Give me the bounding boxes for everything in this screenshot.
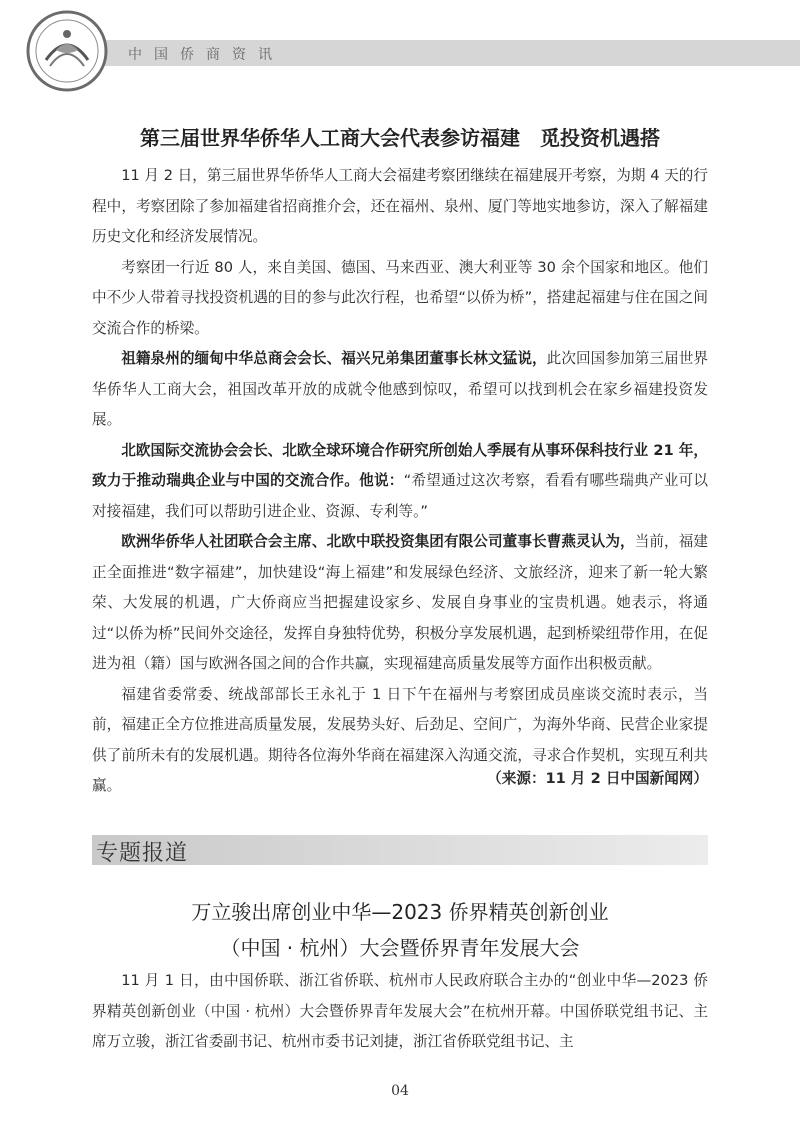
article-title: 第三届世界华侨华人工商大会代表参访福建 觅投资机遇搭 — [140, 126, 660, 150]
paragraph: 考察团一行近 80 人，来自美国、德国、马来西亚、澳大利亚等 30 余个国家和地区。他们中不少人带着寻找投资机遇的目的参与此次行程，也希望“以侨为桥”，搭建起福建与住在国之间交流合作的桥梁。 — [92, 258, 708, 337]
article2-body — [92, 966, 708, 1058]
paragraph: 11 月 1 日，由中国侨联、浙江省侨联、杭州市人民政府联合主办的“创业中华—2023 侨界精英创新创业（中国 · 杭州）大会暨侨界青年发展大会”在杭州开幕。中国侨联党组书记、主席万立骏，浙江省委副书记、杭州市委书记刘捷，浙江省侨联党组书记、主 — [92, 972, 708, 1050]
page-number: 04 — [391, 1083, 409, 1099]
paragraph — [92, 527, 708, 680]
association-logo — [26, 10, 108, 92]
header-title: 中国侨商资讯 — [128, 47, 284, 63]
paragraph-text: “希望通过这次考察，看看有哪些瑞典产业可以对接福建，我们可以帮助引进企业、资源、专利等。” — [92, 472, 708, 520]
article-body — [92, 161, 708, 802]
paragraph — [92, 436, 708, 528]
paragraph-text: 此次回国参加第三届世界华侨华人工商大会，祖国改革开放的成就令他感到惊叹，希望可以找到机会在家乡福建投资发展。 — [92, 350, 708, 428]
paragraph: 福建省委常委、统战部部长王永礼于 1 日下午在福州与考察团成员座谈交流时表示，当前，福建正全方位推进高质量发展，发展势头好、后劲足、空间广，为海外华商、民营企业家提供了前所未有的发展机遇。期待各位海外华商在福建深入沟通交流，寻求合作契机，实现互利共赢。 — [92, 685, 708, 794]
section-label: 专题报道 — [96, 841, 189, 866]
paragraph-text: 当前，福建正全面推进“数字福建”，加快建设“海上福建”和发展绿色经济、文旅经济，迎来了新一轮大繁荣、大发展的机遇，广大侨商应当把握建设家乡、发展自身事业的宝贵机遇。她表示，将通过“以侨为桥”民间外交途径，发挥自身独特优势，积极分享发展机遇，起到桥梁纽带作用，在促进为祖（籍）国与欧洲各国之间的合作共赢，实现福建高质量发展等方面作出积极贡献。 — [92, 533, 708, 672]
article2-title-line1: 万立骏出席创业中华—2023 侨界精英创新创业 — [191, 900, 609, 924]
paragraph — [92, 344, 708, 436]
article2-title-line2: （中国 · 杭州）大会暨侨界青年发展大会 — [220, 936, 580, 960]
source-citation: （来源：11 月 2 日中国新闻网） — [487, 770, 708, 787]
bold-lead: 欧洲华侨华人社团联合会主席、北欧中联投资集团有限公司董事长曹燕灵认为， — [121, 533, 635, 550]
bold-lead: 祖籍泉州的缅甸中华总商会会长、福兴兄弟集团董事长林文猛说， — [121, 350, 547, 367]
paragraph: 11 月 2 日，第三届世界华侨华人工商大会福建考察团继续在福建展开考察，为期 4 天的行程中，考察团除了参加福建省招商推介会，还在福州、泉州、厦门等地实地参访，深入了解福建历史文化和经济发展情况。 — [92, 167, 708, 245]
bold-lead: 北欧国际交流协会会长、北欧全球环境合作研究所创始人季展有从事环保科技行业 21 年，致力于推动瑞典企业与中国的交流合作。他说： — [92, 441, 708, 489]
